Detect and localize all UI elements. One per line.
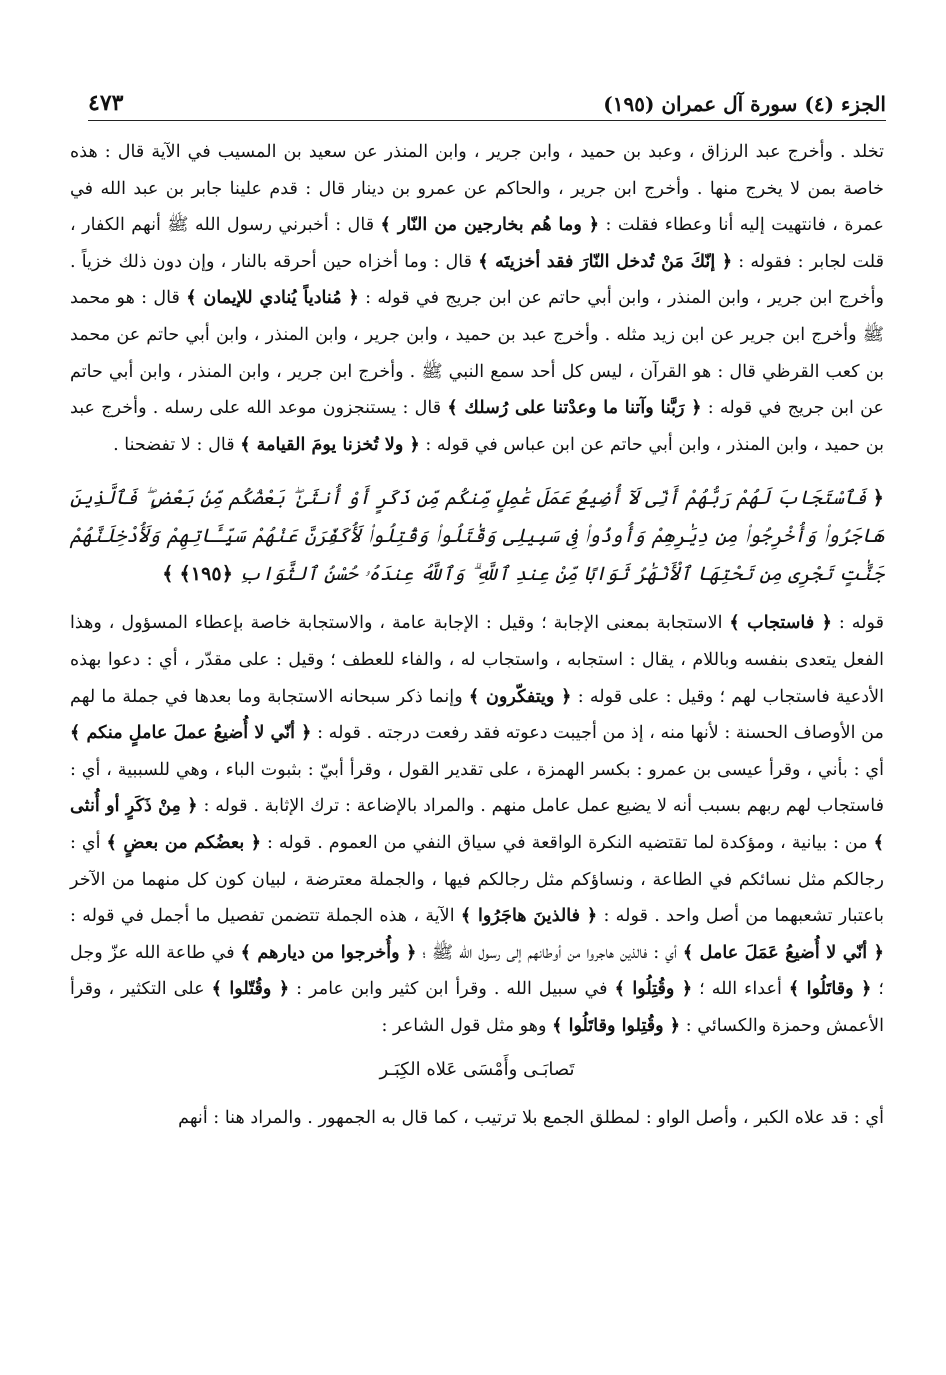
text-segment: أي : فالذين هاجروا من أوطانهم إلى رسول الله ﷺ ؛ [416, 942, 683, 963]
text-segment: أي : بأني ، وقرأ عيسى بن عمرو : بكسر الهمزة ، على تقدير القول ، وقرأ أبيّ : بثبوت الباء ، وهي للسببية ، أي : فاستجاب لهم ربهم بسبب أنه لا يضيع عمل عامل منهم . والمراد بالإضاعة : ترك الإثابة . قوله : [70, 759, 884, 817]
quran-quote: ﴿ وقُتِلوا وقاتَلُوا ﴾ [552, 1014, 681, 1036]
quran-quote: ﴿ ويتفكّرون ﴾ [468, 685, 572, 707]
paragraph-hadith-reports [70, 134, 884, 463]
text-segment: أعداء الله ؛ [692, 979, 789, 1000]
quran-quote: ﴿ أنّي لا أُضيعُ عملَ عاملٍ منكم ﴾ [70, 722, 312, 744]
text-segment: قال : لا تفضحنا . [113, 434, 241, 455]
verse-close-bracket: ﴾ [162, 562, 174, 586]
text-segment: تخلد . وأخرج عبد الرزاق ، وعبد بن حميد ، وابن جرير ، وابن المنذر عن سعيد بن المسيب في الآية قال : هذه خاصة بمن لا يخرج منها . وأخرج ابن جرير ، والحاكم عن عمرو بن دينار قال : قدم علينا جابر بن عبد الله في عمرة ، فانتهيت إليه أنا وعطاء فقلت : [70, 142, 885, 236]
quran-quote: ﴿ أنّي لا أُضيعُ عَمَلَ عامل ﴾ [682, 941, 884, 963]
quran-quote: ﴿ وأُخرجوا من ديارهم ﴾ [240, 941, 417, 963]
text-segment: في سبيل الله . وقرأ ابن كثير وابن عامر : [289, 979, 615, 1000]
text-segment: وهو مثل قول الشاعر : [381, 1015, 553, 1036]
verse-text: فَٱسْتَجَابَ لَهُمْ رَبُّهُمْ أَنِّى لَآ أُضِيعُ عَمَلَ عَٰمِلٍ مِّنكُم مِّن ذَكَرٍ أَوْ أُنثَىٰ ۖ بَعْضُكُم مِّنۢ بَعْضٍ ۖ فَٱلَّذِينَ هَاجَرُوا۟ وَأُخْرِجُوا۟ مِن دِيَٰرِهِمْ وَأُوذُوا۟ فِى سَبِيلِى وَقَٰتَلُوا۟ وَقُتِلُوا۟ لَأُكَفِّرَنَّ عَنْهُمْ سَيِّـَٔاتِهِمْ وَلَأُدْخِلَنَّهُمْ جَنَّٰتٍ تَجْرِى مِن تَحْتِهَا ٱلْأَنْهَٰرُ ثَوَابًا مِّنْ عِندِ ٱللَّهِ ۗ وَٱللَّهُ عِندَهُۥ حُسْنُ ٱلثَّوَابِ [70, 486, 884, 586]
quran-quote: ﴿ فالذينَ هاجَرُوا ﴾ [460, 905, 598, 927]
text-segment: في طاعة الله عزّ وجل ؛ [70, 942, 885, 1000]
text-segment: قال : هو محمد ﷺ وأخرج ابن جرير عن ابن زيد مثله . وأخرج عبد بن حميد ، وابن جرير ، وابن المنذر ، وابن أبي حاتم عن محمد بن كعب القرظي قال : هو القرآن ، ليس كل أحد سمع النبي ﷺ . وأخرج ابن جرير ، وابن المنذر ، وابن أبي حاتم عن ابن جريج في قوله : [70, 288, 884, 419]
quran-quote: ﴿ وقُتّلوا ﴾ [211, 978, 290, 1000]
quran-quote: ﴿ وقاتَلُوا ﴾ [788, 978, 872, 1000]
text-segment: أي : رجالكم مثل نسائكم في الطاعة ، ونساؤكم مثل رجالكم فيها ، والجملة معترضة ، لبيان كون كل منهما من الآخر باعتبار تشعبهما من أصل واحد . قوله : [70, 832, 884, 927]
verse-number: ﴿١٩٥﴾ [179, 562, 233, 586]
running-title: الجزء (٤) سورة آل عمران (١٩٥) [603, 92, 886, 116]
text-segment: على التكثير ، وقرأ الأعمش وحمزة والكسائي : [70, 979, 884, 1036]
text-segment: الآية ، هذه الجملة تتضمن تفصيل ما أجمل في قوله : [70, 906, 461, 927]
paragraph-closing: أي : قد علاه الكبر ، وأصل الواو : لمطلق الجمع بلا ترتيب ، كما قال به الجمهور . والمراد هنا : أنهم [178, 1108, 884, 1129]
body-text [70, 134, 884, 1137]
quran-verse-block [70, 479, 884, 593]
text-segment: قال : أخبرني رسول الله ﷺ أنهم الكفار ، قلت لجابر : فقوله : [70, 215, 884, 272]
text-segment: وإنما ذكر سبحانه الاستجابة وما بعدها في جملة ما لهم من الأوصاف الحسنة : لأنها منه ، إذ من أجيبت دعوته فقد رفعت درجته . قوله : [70, 686, 884, 744]
quran-quote: ﴿ ولا تُخزنا يومَ القيامة ﴾ [240, 433, 420, 455]
quran-quote: ﴿ إنّكَ مَنْ تُدخل النّارَ فقد أخزيتَه ﴾ [478, 250, 733, 272]
verse-open-bracket: ﴿ [872, 486, 884, 510]
text-segment: قال : يستنجزون موعد الله على رسله . وأخرج عبد بن حميد ، وابن المنذر ، وابن أبي حاتم عن ابن عباس في قوله : [70, 398, 884, 455]
quran-quote: ﴿ وما هُم بخارجين من النّار ﴾ [380, 214, 600, 236]
text-segment: قال : وما أخزاه حين أحرقه بالنار ، وإن دون ذلك خزياً . وأخرج ابن جرير ، وابن المنذر ، وابن أبي حاتم عن ابن جريج في قوله : [70, 251, 885, 309]
text-segment: من : بيانية ، ومؤكدة لما تقتضيه النكرة الواقعة في سياق النفي من العموم . قوله : [261, 832, 874, 853]
paragraph-tafsir [70, 605, 884, 1044]
poetry-line: تَصابَـى وأَمْسَى عَلاه الكِبَـر [379, 1059, 575, 1081]
quran-quote: ﴿ بعضُكم من بعضٍ ﴾ [106, 831, 262, 853]
text-segment: قوله : [831, 613, 884, 634]
quran-quote: ﴿ مِنْ ذَكَرٍ أو أُنثى ﴾ [70, 795, 884, 853]
page-number: ٤٧٣ [88, 90, 124, 116]
quran-quote: ﴿ مُنادياً يُنادي للإيمان ﴾ [186, 287, 359, 309]
quran-quote: ﴿ رَبَّنا وآتنا ما وعدْتنا على رُسلك ﴾ [447, 397, 702, 419]
quran-quote: ﴿ فاستجاب ﴾ [729, 612, 832, 634]
quran-quote: ﴿ وقُتِلُوا ﴾ [614, 978, 693, 1000]
page-header [88, 84, 886, 121]
text-segment: الاستجابة بمعنى الإجابة ؛ وقيل : الإجابة عامة ، والاستجابة خاصة بإعطاء المسؤول ، وهذا الفعل يتعدى بنفسه وباللام ، يقال : استجابه ، واستجاب له ، والفاء للعطف ؛ وقيل : على مقدّر ، أي : دعوا بهذه الأدعية فاستجاب لهم ؛ وقيل : على قوله : [70, 613, 884, 707]
